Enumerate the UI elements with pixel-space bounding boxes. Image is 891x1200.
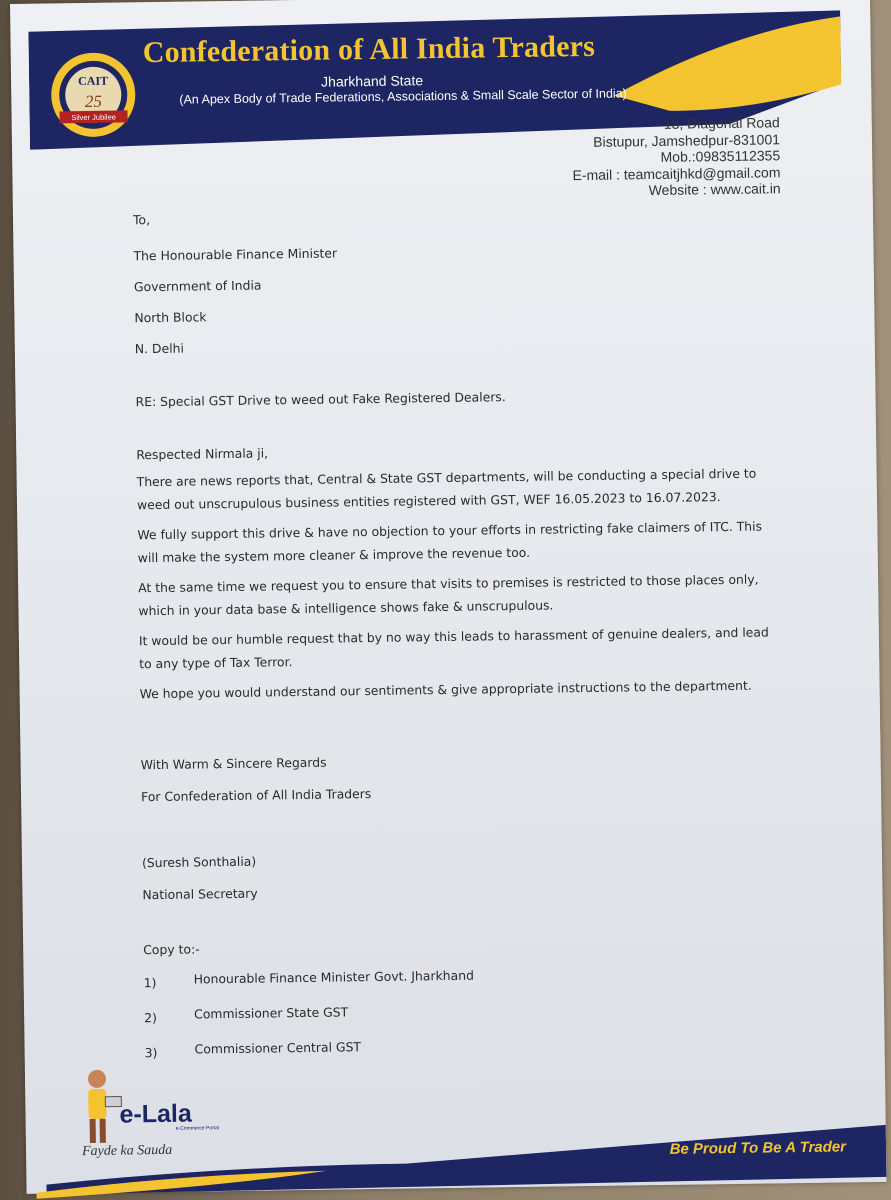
body-paragraph: We fully support this drive & have no objection to your efforts in restricting fake claimers of ITC. This will make the system more cleaner & improve the revenue too. [137, 518, 763, 566]
signatory-name: (Suresh Sonthalia) [141, 853, 257, 871]
footer-band [26, 1117, 887, 1199]
org-address [572, 114, 781, 199]
for-org: For Confederation of All India Traders [140, 786, 372, 805]
email-address: E-mail : teamcaitjhkd@gmail.com [572, 163, 781, 183]
seal-ribbon: Silver Jubilee [71, 112, 116, 123]
copy-to-number: 1) [143, 975, 157, 991]
seal-text: CAIT [77, 73, 109, 89]
copy-to-number: 3) [144, 1045, 158, 1061]
elala-logo-text: e-Lala [119, 1099, 192, 1129]
recipient-line: The Honourable Finance Minister [133, 245, 338, 264]
elala-tagline: Fayde ka Sauda [81, 1142, 173, 1160]
signatory-designation: National Secretary [142, 885, 258, 903]
footer-slogan: Be Proud To Be A Trader [669, 1138, 847, 1158]
letter-page [10, 0, 887, 1194]
recipient-line: N. Delhi [134, 340, 184, 357]
body-paragraph: At the same time we request you to ensure that visits to premises is restricted to those places only, which in your data base & intelligence shows fake & unscrupulous. [138, 571, 759, 619]
body-paragraph: We hope you would understand our sentiments & give appropriate instructions to the department. [139, 677, 752, 702]
org-state: Jharkhand State [321, 72, 424, 90]
to-line: To, [132, 212, 151, 228]
recipient-line: North Block [134, 309, 207, 326]
body-paragraph: There are news reports that, Central & State GST departments, will be conducting a special drive to weed out unscrupulous business entities registered with GST, WEF 16.05.2023 to 16.07.2023. [136, 465, 757, 513]
body-paragraph: It would be our humble request that by no way this leads to harassment of genuine dealers, and lead to any type of Tax Terror. [138, 624, 769, 672]
org-name: Confederation of All India Traders [142, 29, 596, 70]
cait-seal-logo [47, 50, 140, 143]
salutation: Respected Nirmala ji, [136, 445, 269, 463]
recipient-line: Government of India [133, 277, 262, 295]
phone-number: Mob.:09835112355 [660, 147, 781, 165]
copy-to-number: 2) [144, 1010, 157, 1026]
copy-to-item: Commissioner State GST [194, 1004, 349, 1022]
website: Website : www.cait.in [648, 180, 781, 199]
elala-logo-subtext: e-Commerce Portal [175, 1125, 220, 1132]
address-line: Bistupur, Jamshedpur-831001 [593, 130, 781, 150]
address-line: 13, Diagonal Road [663, 114, 780, 132]
closing: With Warm & Sincere Regards [140, 754, 327, 773]
seal-years: 25 [84, 91, 102, 111]
org-tagline: (An Apex Body of Trade Federations, Associations & Small Scale Sector of India) [179, 86, 627, 107]
letter-body [132, 203, 773, 1061]
copy-to-item: Honourable Finance Minister Govt. Jharkhand [193, 967, 474, 987]
copy-to-label: Copy to:- [143, 941, 200, 958]
subject-line: RE: Special GST Drive to weed out Fake Registered Dealers. [135, 389, 506, 410]
copy-to-item: Commissioner Central GST [194, 1039, 362, 1057]
